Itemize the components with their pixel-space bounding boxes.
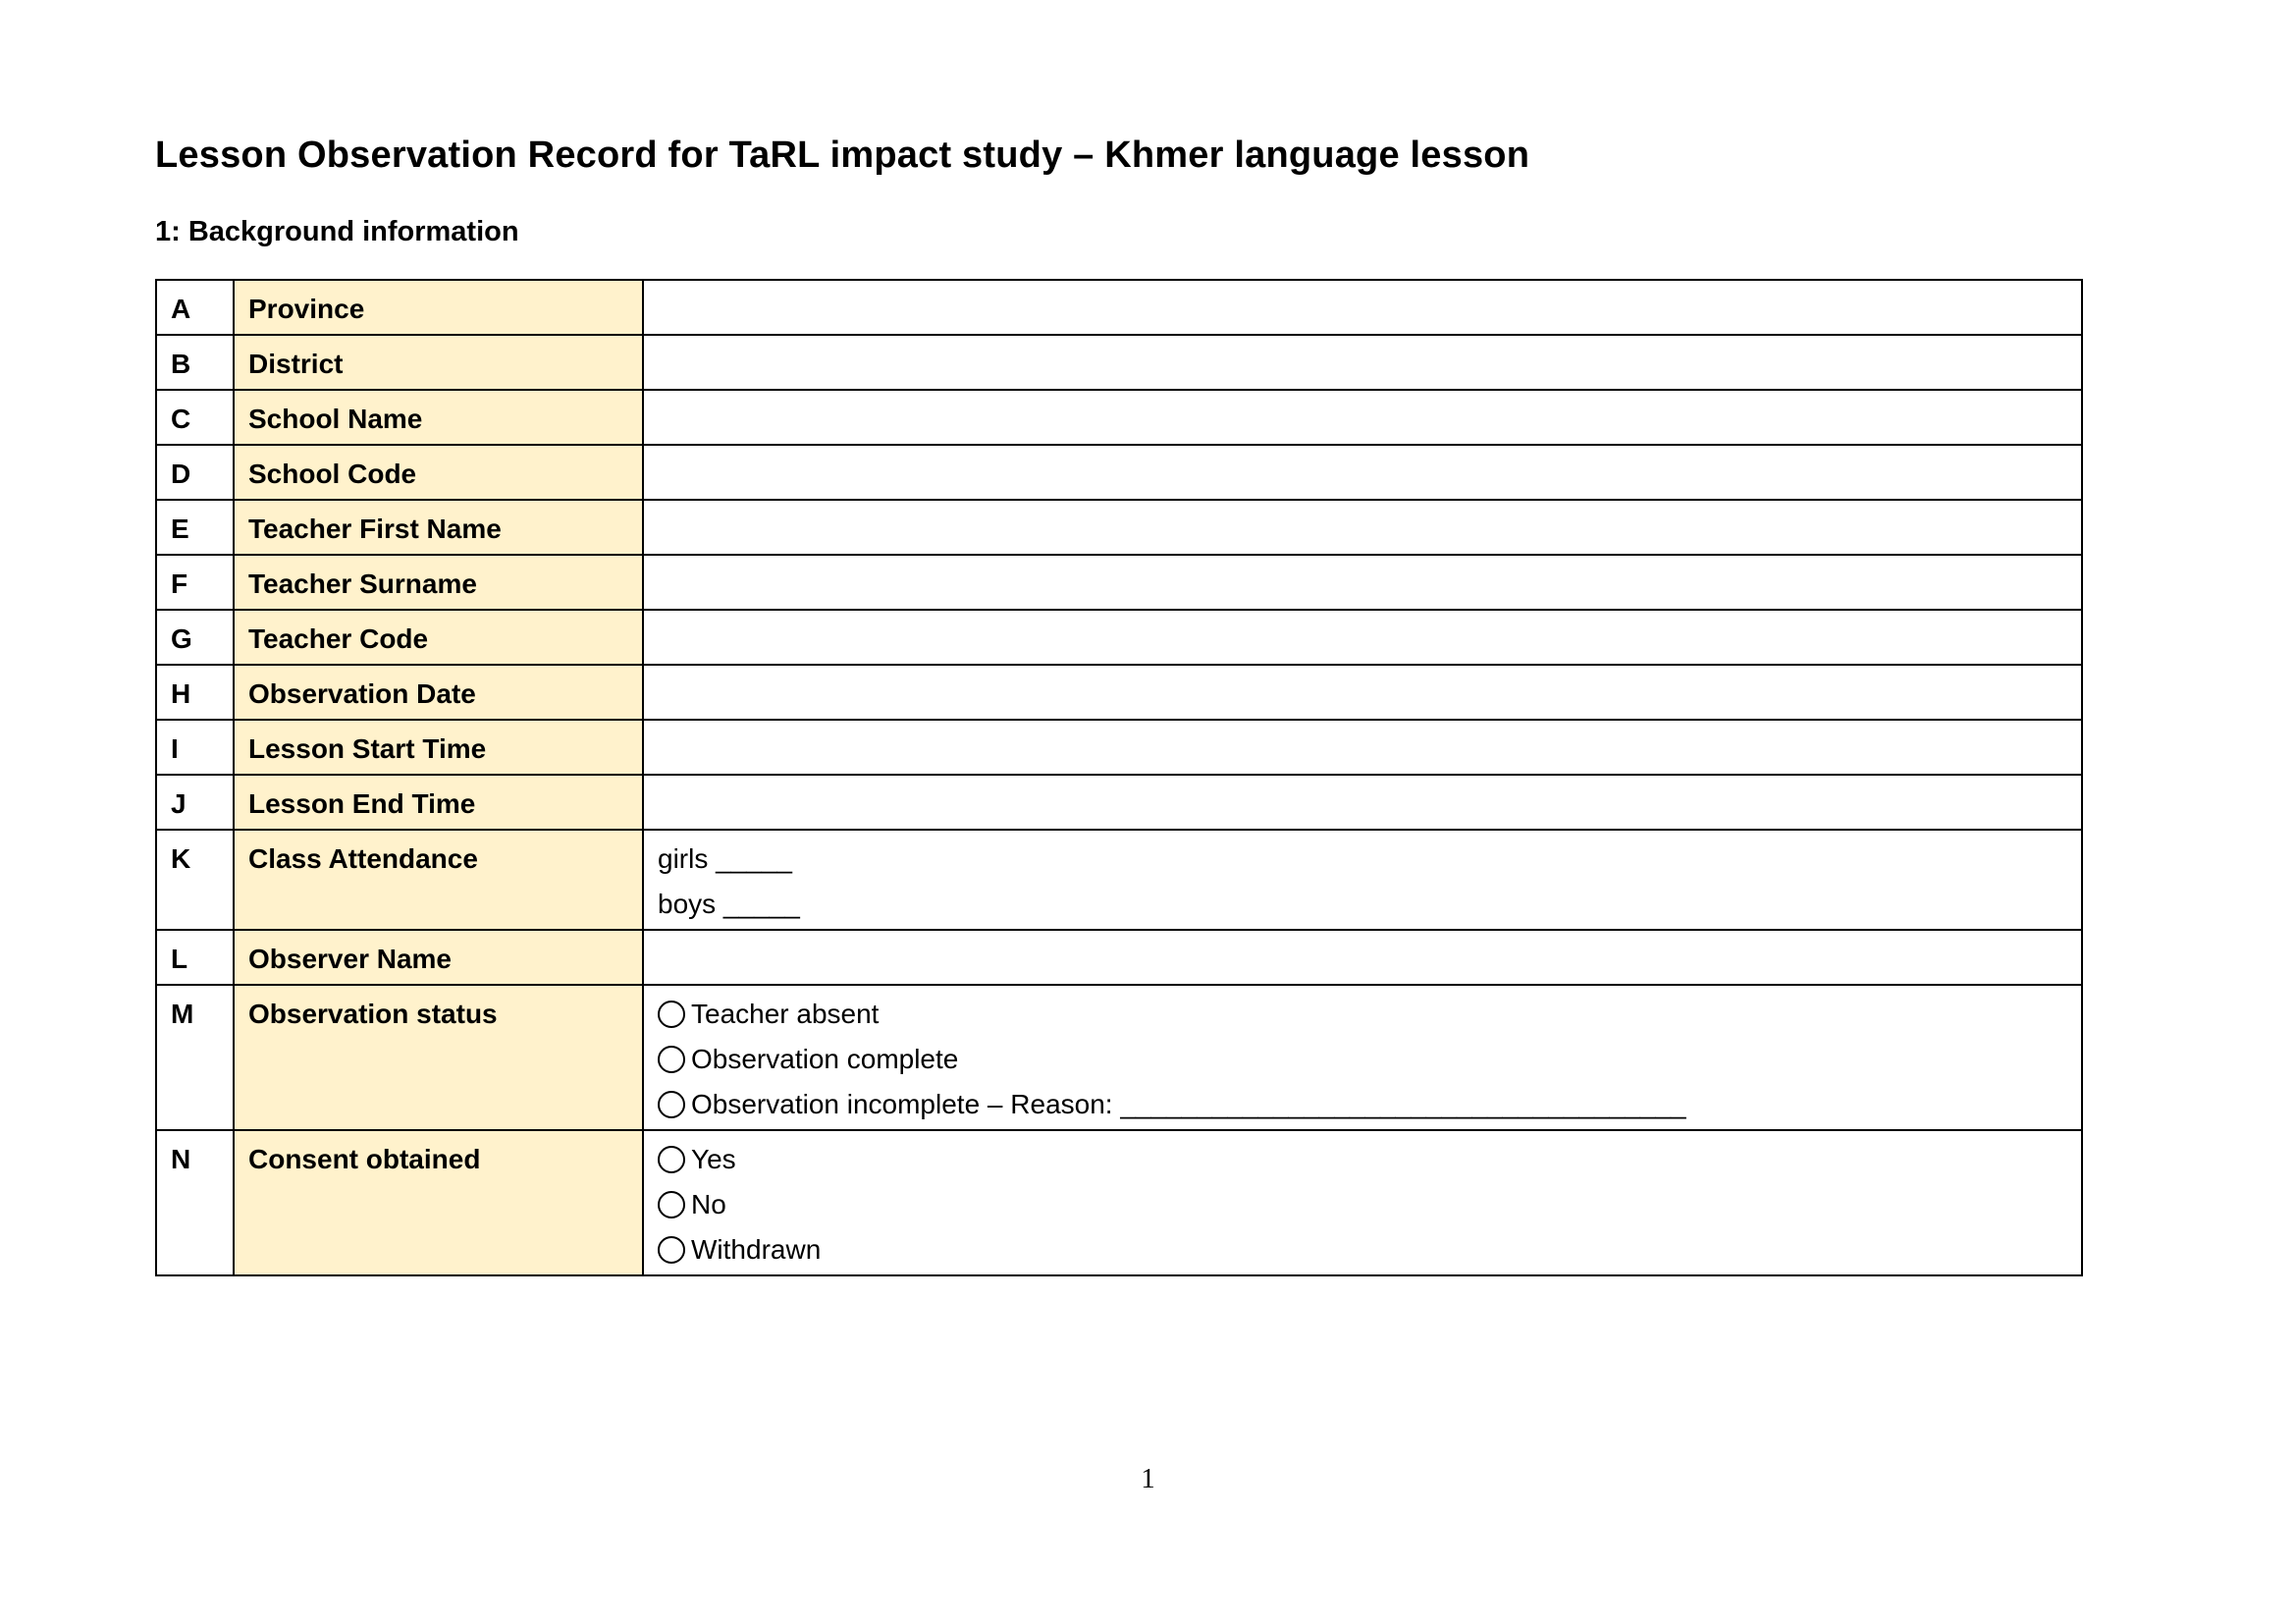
row-letter: B [156,335,234,390]
row-letter: J [156,775,234,830]
field-label-school-name: School Name [234,390,643,445]
table-row-teacher-code [156,610,2082,665]
page-number: 1 [1141,1463,1155,1494]
row-letter: E [156,500,234,555]
consent-options [643,1130,2082,1275]
radio-circle-icon[interactable] [658,1191,685,1218]
radio-circle-icon[interactable] [658,1146,685,1173]
table-row-teacher-surname [156,555,2082,610]
field-label-observation-status: Observation status [234,985,643,1130]
radio-circle-icon[interactable] [658,1001,685,1028]
observation-status-options [643,985,2082,1130]
table-row-observation-date [156,665,2082,720]
table-row-province [156,280,2082,335]
row-letter: A [156,280,234,335]
field-label-class-attendance: Class Attendance [234,830,643,930]
table-row-observation-status [156,985,2082,1130]
teacher-code-field[interactable] [643,610,2082,665]
girls-count-field[interactable]: girls _____ [658,843,792,874]
option-label: Observation incomplete – Reason: _____________________________________ [691,1089,1686,1119]
radio-circle-icon[interactable] [658,1091,685,1118]
section-heading: 1: Background information [155,216,519,247]
field-label-lesson-start-time: Lesson Start Time [234,720,643,775]
field-label-district: District [234,335,643,390]
consent-option-no[interactable] [658,1182,2067,1227]
table-row-class-attendance [156,830,2082,930]
field-label-teacher-surname: Teacher Surname [234,555,643,610]
radio-circle-icon[interactable] [658,1046,685,1073]
row-letter: N [156,1130,234,1275]
lesson-start-time-field[interactable] [643,720,2082,775]
teacher-first-name-field[interactable] [643,500,2082,555]
teacher-surname-field[interactable] [643,555,2082,610]
observation-date-field[interactable] [643,665,2082,720]
row-letter: F [156,555,234,610]
table-row-lesson-start-time [156,720,2082,775]
province-field[interactable] [643,280,2082,335]
status-option-observation-incomplete[interactable] [658,1082,2067,1127]
row-letter: D [156,445,234,500]
class-attendance-cell [643,830,2082,930]
consent-option-yes[interactable] [658,1137,2067,1182]
row-letter: I [156,720,234,775]
field-label-school-code: School Code [234,445,643,500]
option-label: Teacher absent [691,999,880,1029]
field-label-province: Province [234,280,643,335]
school-name-field[interactable] [643,390,2082,445]
row-letter: K [156,830,234,930]
table-row-school-name [156,390,2082,445]
option-label: Observation complete [691,1044,959,1074]
table-row-consent-obtained [156,1130,2082,1275]
field-label-teacher-code: Teacher Code [234,610,643,665]
table-row-observer-name [156,930,2082,985]
school-code-field[interactable] [643,445,2082,500]
row-letter: M [156,985,234,1130]
district-field[interactable] [643,335,2082,390]
option-label: No [691,1189,726,1219]
row-letter: H [156,665,234,720]
row-letter: C [156,390,234,445]
background-information-table [155,279,2083,1276]
lesson-end-time-field[interactable] [643,775,2082,830]
consent-option-withdrawn[interactable] [658,1227,2067,1272]
row-letter: L [156,930,234,985]
field-label-observer-name: Observer Name [234,930,643,985]
field-label-observation-date: Observation Date [234,665,643,720]
document-title: Lesson Observation Record for TaRL impact study – Khmer language lesson [155,135,1530,176]
table-row-teacher-first-name [156,500,2082,555]
table-row-school-code [156,445,2082,500]
option-label: Withdrawn [691,1234,822,1265]
radio-circle-icon[interactable] [658,1236,685,1264]
field-label-consent-obtained: Consent obtained [234,1130,643,1275]
observer-name-field[interactable] [643,930,2082,985]
table-row-lesson-end-time [156,775,2082,830]
option-label: Yes [691,1144,736,1174]
table-row-district [156,335,2082,390]
field-label-lesson-end-time: Lesson End Time [234,775,643,830]
status-option-teacher-absent[interactable] [658,992,2067,1037]
status-option-observation-complete[interactable] [658,1037,2067,1082]
boys-count-field[interactable]: boys _____ [658,889,800,919]
row-letter: G [156,610,234,665]
field-label-teacher-first-name: Teacher First Name [234,500,643,555]
